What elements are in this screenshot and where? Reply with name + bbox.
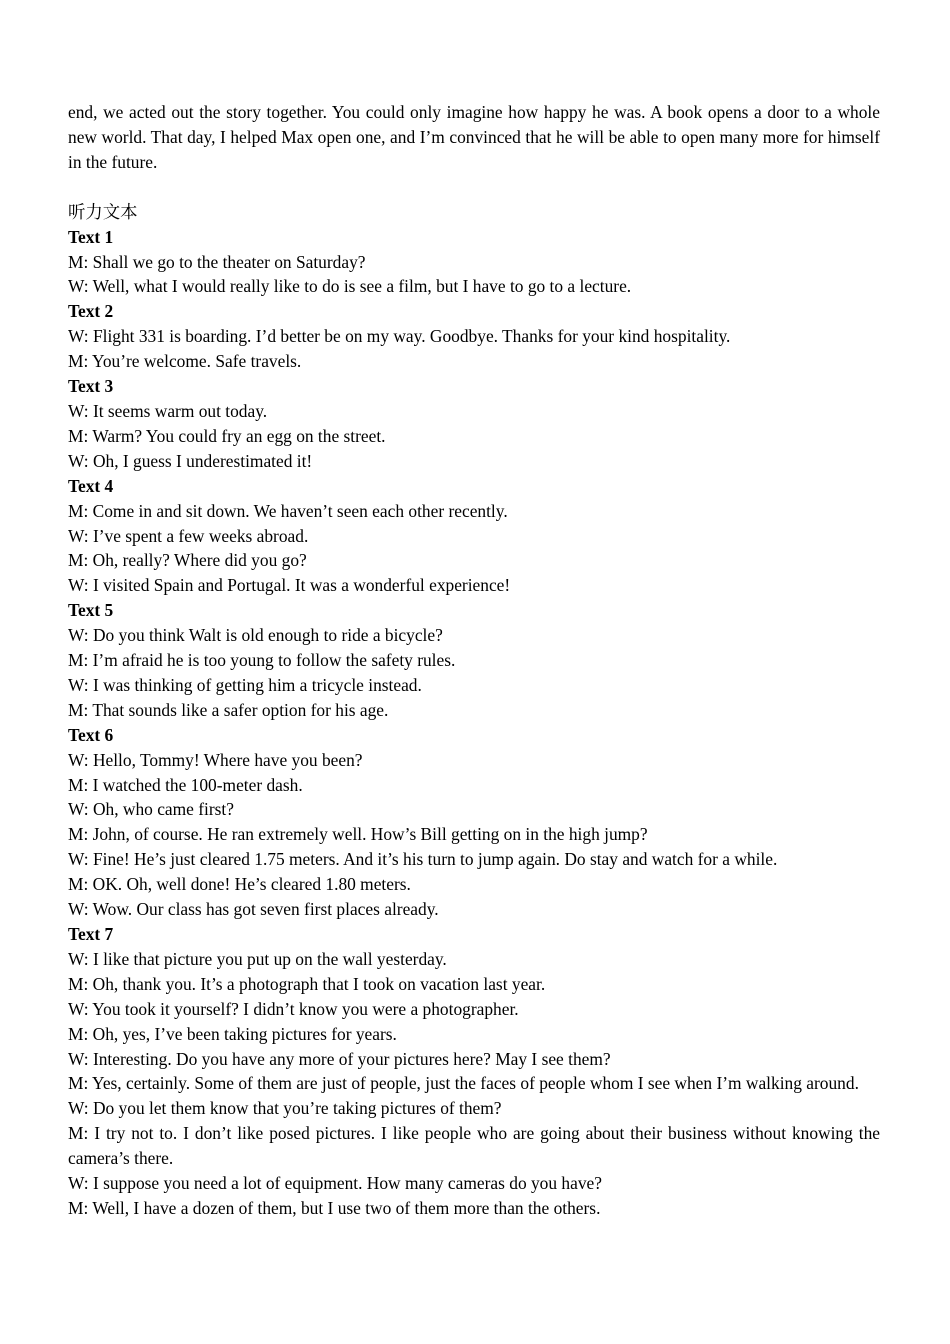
dialogue-line: W: Hello, Tommy! Where have you been? xyxy=(68,749,363,770)
dialogue-line: M: Oh, thank you. It’s a photograph that I took on vacation last year. xyxy=(68,973,546,994)
dialogue-line: W: I suppose you need a lot of equipment. How many cameras do you have? xyxy=(68,1173,602,1194)
dialogue-line: M: OK. Oh, well done! He’s cleared 1.80 meters. xyxy=(68,874,411,895)
paragraph-gap xyxy=(68,175,880,200)
dialogue-line: M: Shall we go to the theater on Saturday? xyxy=(68,251,366,272)
dialogue-line: W: Oh, I guess I underestimated it! xyxy=(68,450,313,471)
transcript-text-6 xyxy=(68,723,880,922)
dialogue-line: W: Well, what I would really like to do is see a film, but I have to go to a lecture. xyxy=(68,276,632,297)
transcript-list xyxy=(68,225,880,1221)
dialogue-line: W: I visited Spain and Portugal. It was a wonderful experience! xyxy=(68,575,511,596)
intro-paragraph: end, we acted out the story together. You could only imagine how happy he was. A book opens a door to a whole new world. That day, I helped Max open one, and I’m convinced that he will be able to open many more for himself in the future. xyxy=(68,102,880,172)
document-page xyxy=(68,100,880,1221)
text-heading: Text 7 xyxy=(68,924,114,944)
dialogue-line: M: Come in and sit down. We haven’t seen each other recently. xyxy=(68,500,508,521)
text-heading: Text 3 xyxy=(68,376,114,397)
dialogue-line: W: I was thinking of getting him a tricycle instead. xyxy=(68,674,422,695)
transcript-text-5 xyxy=(68,598,880,723)
dialogue-line: W: I like that picture you put up on the wall yesterday. xyxy=(68,948,447,969)
section-label: 听力文本 xyxy=(68,201,138,222)
dialogue-line: M: Warm? You could fry an egg on the street. xyxy=(68,425,386,446)
transcript-text-3 xyxy=(68,374,880,474)
dialogue-line: M: I’m afraid he is too young to follow the safety rules. xyxy=(68,650,456,671)
dialogue-line: M: Oh, yes, I’ve been taking pictures for years. xyxy=(68,1023,397,1044)
dialogue-line: W: Fine! He’s just cleared 1.75 meters. And it’s his turn to jump again. Do stay and watch for a while. xyxy=(68,849,778,870)
dialogue-line: W: Oh, who came first? xyxy=(68,799,234,820)
dialogue-line: W: Wow. Our class has got seven first places already. xyxy=(68,899,439,920)
text-heading: Text 1 xyxy=(68,226,114,247)
dialogue-line: W: Do you let them know that you’re taking pictures of them? xyxy=(68,1098,502,1119)
text-heading: Text 6 xyxy=(68,724,114,745)
transcript-text-7 xyxy=(68,922,880,1221)
dialogue-line: M: I watched the 100-meter dash. xyxy=(68,774,303,795)
transcript-text-1 xyxy=(68,225,880,300)
dialogue-line: W: It seems warm out today. xyxy=(68,400,268,421)
dialogue-line: M: You’re welcome. Safe travels. xyxy=(68,351,302,372)
dialogue-line: W: You took it yourself? I didn’t know you were a photographer. xyxy=(68,998,519,1019)
dialogue-line: M: Yes, certainly. Some of them are just of people, just the faces of people whom I see when I’m walking around. xyxy=(68,1073,859,1094)
transcript-text-2 xyxy=(68,299,880,374)
dialogue-line: M: Oh, really? Where did you go? xyxy=(68,550,307,571)
transcript-text-4 xyxy=(68,474,880,599)
text-heading: Text 2 xyxy=(68,301,114,322)
dialogue-line: M: I try not to. I don’t like posed pictures. I like people who are going about their business without knowing the camera’s there. xyxy=(68,1123,880,1169)
dialogue-line: W: Interesting. Do you have any more of your pictures here? May I see them? xyxy=(68,1048,611,1069)
dialogue-line: W: Do you think Walt is old enough to ride a bicycle? xyxy=(68,625,443,646)
dialogue-line: M: Well, I have a dozen of them, but I use two of them more than the others. xyxy=(68,1197,601,1218)
text-heading: Text 4 xyxy=(68,475,114,496)
dialogue-line: M: John, of course. He ran extremely well. How’s Bill getting on in the high jump? xyxy=(68,824,648,845)
dialogue-line: W: Flight 331 is boarding. I’d better be on my way. Goodbye. Thanks for your kind hospitality. xyxy=(68,326,731,347)
text-heading: Text 5 xyxy=(68,600,114,621)
dialogue-line: W: I’ve spent a few weeks abroad. xyxy=(68,525,309,546)
dialogue-line: M: That sounds like a safer option for his age. xyxy=(68,699,389,720)
